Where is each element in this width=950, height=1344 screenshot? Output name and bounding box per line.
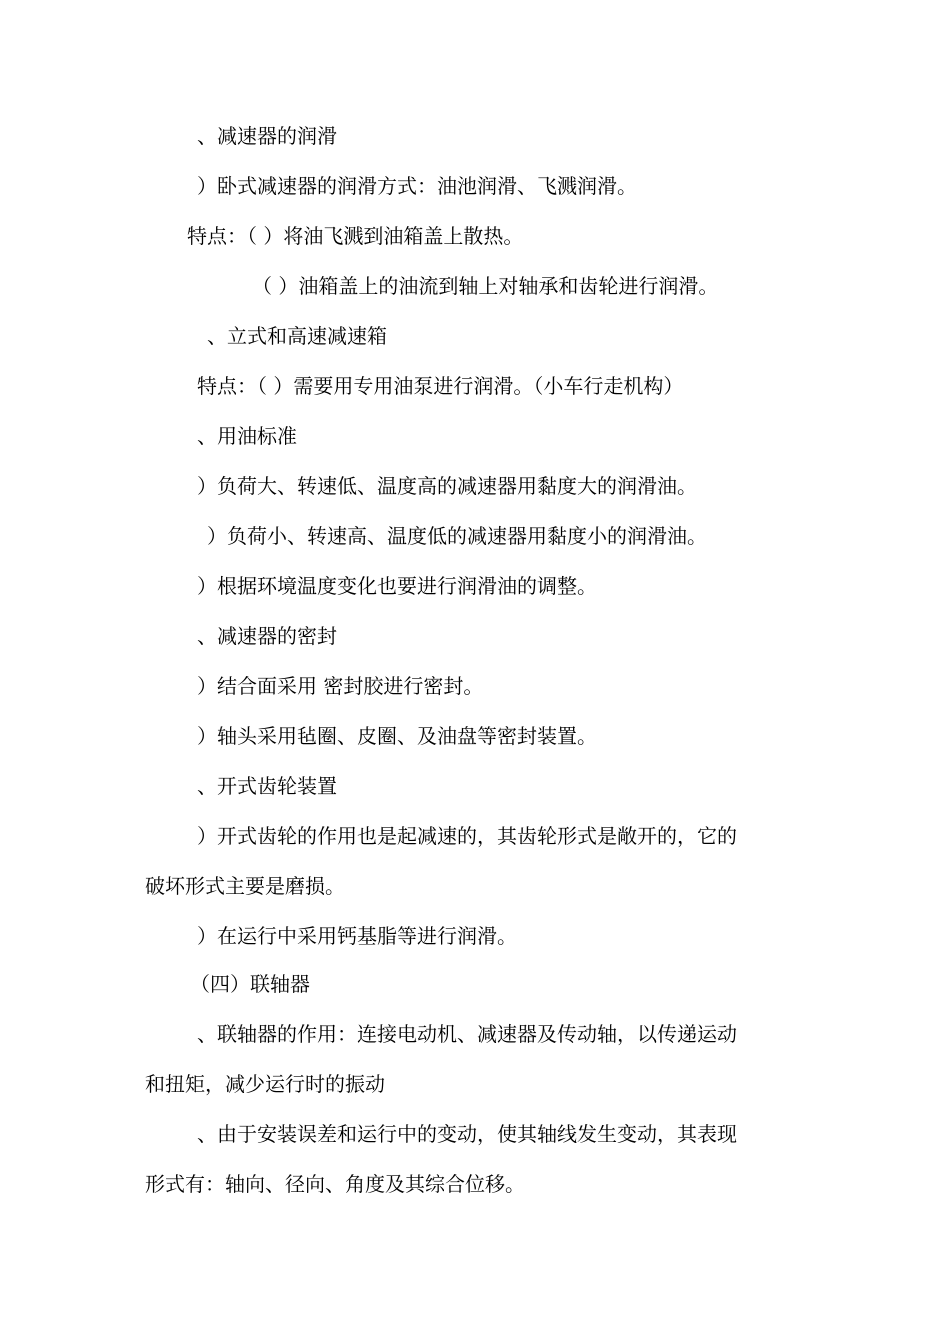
heading-open-gear: 、开式齿轮装置 (197, 774, 337, 798)
paragraph-axis-displacement: 、由于安装误差和运行中的变动，使其轴线发生变动，其表现 (197, 1122, 737, 1146)
paragraph-low-load: ）负荷小、转速高、温度低的减速器用黏度小的润滑油。 (207, 524, 707, 548)
heading-reducer-lubrication: 、减速器的润滑 (197, 124, 337, 148)
paragraph-shaft-seal: ）轴头采用毡圈、皮圈、及油盘等密封装置。 (197, 724, 597, 748)
paragraph-axis-displacement-cont: 形式有：轴向、径向、角度及其综合位移。 (145, 1172, 525, 1196)
paragraph-open-gear-1: ）开式齿轮的作用也是起减速的，其齿轮形式是敞开的，它的 (197, 824, 737, 848)
paragraph-temperature-adjust: ）根据环境温度变化也要进行润滑油的调整。 (197, 574, 597, 598)
paragraph-high-load: ）负荷大、转速低、温度高的减速器用黏度大的润滑油。 (197, 474, 697, 498)
heading-oil-standard: 、用油标准 (197, 424, 297, 448)
paragraph-horizontal-lubrication: ）卧式减速器的润滑方式：油池润滑、飞溅润滑。 (197, 174, 637, 198)
paragraph-vertical-feature: 特点：（ ）需要用专用油泵进行润滑。（小车行走机构） (197, 374, 684, 398)
heading-reducer-seal: 、减速器的密封 (197, 624, 337, 648)
paragraph-joint-seal: ）结合面采用 密封胶进行密封。 (197, 674, 484, 698)
paragraph-open-gear-2: ）在运行中采用钙基脂等进行润滑。 (197, 924, 517, 948)
paragraph-coupling-function-cont: 和扭矩，减少运行时的振动 (145, 1072, 385, 1096)
heading-vertical-reducer: 、立式和高速减速箱 (207, 324, 387, 348)
paragraph-coupling-function: 、联轴器的作用：连接电动机、减速器及传动轴，以传递运动 (197, 1022, 737, 1046)
heading-coupling: （四）联轴器 (190, 972, 310, 996)
paragraph-feature-1: 特点：（ ）将油飞溅到油箱盖上散热。 (187, 224, 524, 248)
paragraph-feature-2: （ ）油箱盖上的油流到轴上对轴承和齿轮进行润滑。 (252, 274, 719, 298)
paragraph-open-gear-1-cont: 破坏形式主要是磨损。 (145, 874, 345, 898)
